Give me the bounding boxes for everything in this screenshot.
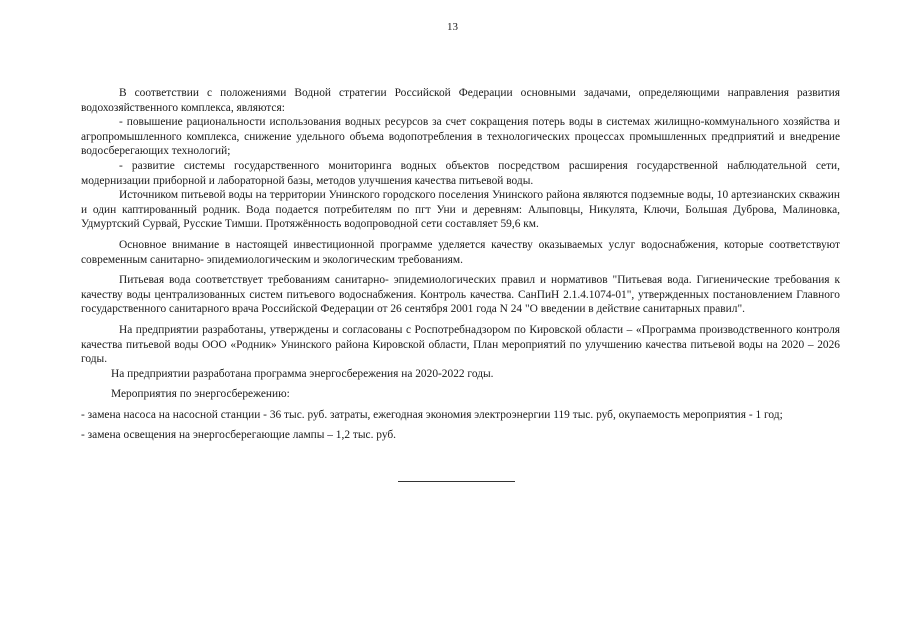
document-body — [81, 86, 840, 443]
paragraph-energy-program: На предприятии разработана программа энергосбережения на 2020-2022 годы. — [111, 367, 494, 380]
list-item-pump-replacement: - замена насоса на насосной станции - 36 тыс. руб. затраты, ежегодная экономия электроэнергии 119 тыс. руб, окупаемость мероприятия - 1 год; — [81, 408, 783, 421]
page-number: 13 — [447, 21, 458, 33]
paragraph-investment-focus: Основное внимание в настоящей инвестиционной программе уделяется качеству оказываемых услуг водоснабжения, которые соответствуют современным санитарно- эпидемиологическим и экологическим требованиям. — [81, 238, 840, 266]
paragraph-sanpin: Питьевая вода соответствует требованиям санитарно- эпидемиологических правил и нормативов "Питьевая вода. Гигиенические требования к качеству воды централизованных систем питьевого водоснабжения. Контроль качества. СанПиН 2.1.4.1074-01", утвержденных постановлением Главного государственного санитарного врача Российской Федерации от 26 сентября 2001 года N 24 "О введении в действие санитарных правил". — [81, 274, 840, 316]
separator-line — [398, 481, 515, 482]
list-item-water-efficiency: - повышение рациональности использования водных ресурсов за счет сокращения потерь воды в системах жилищно-коммунального хозяйства и агропромышленного комплекса, снижение удельного объема водопотребления в технологических процессах промышленных предприятий и внедрение водосберегающих технологий; — [81, 116, 840, 158]
list-item-monitoring: - развитие системы государственного мониторинга водных объектов посредством расширения государственной наблюдательной сети, модернизации приборной и лабораторной базы, методов улучшения качества питьевой воды. — [81, 159, 840, 187]
paragraph-water-source: Источником питьевой воды на территории Унинского городского поселения Унинского района являются подземные воды, 10 артезианских скважин и один каптированный родник. Вода подается потребителям по пгт Уни и деревням: Алыповцы, Никулята, Ключи, Большая Дуброва, Малиновка, Удмуртский Сурвай, Русские Тимши. Протяжённость водопроводной сети составляет 59,6 км. — [81, 189, 840, 231]
paragraph-control-program: На предприятии разработаны, утверждены и согласованы с Роспотребнадзором по Кировской области – «Программа производственного контроля качества питьевой воды ООО «Родник» Унинского района Кировской области, План мероприятий по улучшению качества питьевой воды на 2020 – 2026 годы. — [81, 323, 840, 366]
list-item-lighting-replacement: - замена освещения на энергосберегающие лампы – 1,2 тыс. руб. — [81, 429, 397, 442]
paragraph-energy-measures: Мероприятия по энергосбережению: — [111, 388, 290, 401]
paragraph-water-strategy: В соответствии с положениями Водной стратегии Российской Федерации основными задачами, определяющими направления развития водохозяйственного комплекса, являются: — [81, 87, 840, 114]
